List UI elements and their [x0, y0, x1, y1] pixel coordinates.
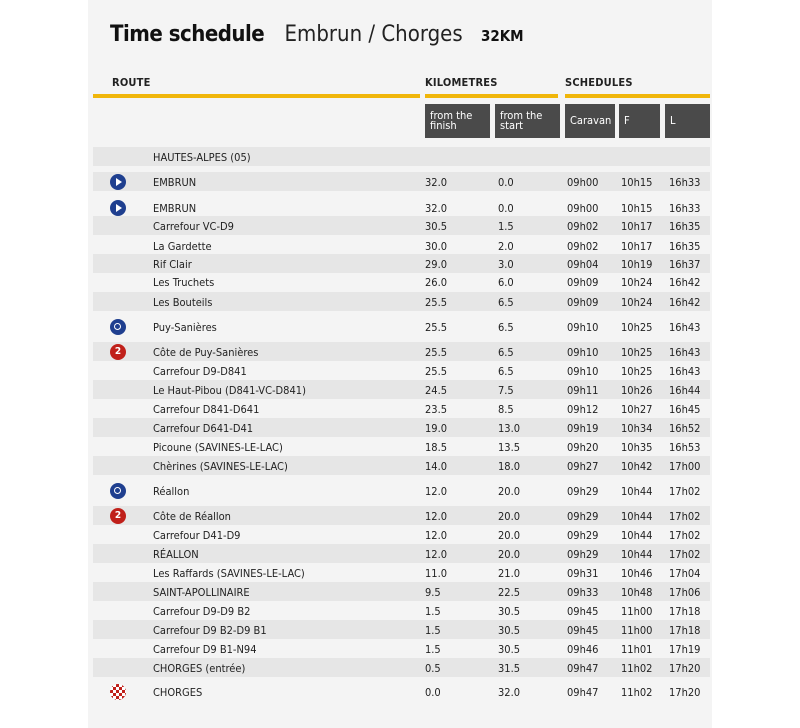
table-row: [93, 456, 710, 475]
time-f: 10h34: [621, 422, 653, 435]
location-name: CHORGES: [153, 686, 203, 699]
km-from-start: 31.5: [498, 662, 521, 675]
col-from-finish: from the finish: [425, 104, 490, 138]
time-caravan: 09h04: [567, 258, 599, 271]
time-l: 16h43: [669, 321, 701, 334]
km-from-start: 21.0: [498, 567, 521, 580]
climb-icon: 2: [110, 344, 126, 360]
table-row: [93, 380, 710, 399]
kilometres-divider: [425, 94, 558, 98]
time-caravan: 09h27: [567, 460, 599, 473]
km-from-start: 20.0: [498, 510, 521, 523]
table-row: [93, 544, 710, 563]
km-from-finish: 30.0: [425, 240, 448, 253]
title-label: Time schedule: [110, 22, 265, 47]
location-name: Chèrines (SAVINES-LE-LAC): [153, 460, 288, 473]
location-name: RÉALLON: [153, 548, 199, 561]
location-name: Picoune (SAVINES-LE-LAC): [153, 441, 283, 454]
time-f: 10h27: [621, 403, 653, 416]
schedules-divider: [565, 94, 710, 98]
time-f: 10h44: [621, 485, 653, 498]
col-l: L: [665, 104, 710, 138]
location-name: Carrefour D841-D641: [153, 403, 260, 416]
table-row: [93, 272, 710, 291]
route-header: ROUTE: [112, 76, 151, 89]
time-f: 10h48: [621, 586, 653, 599]
time-l: 16h43: [669, 365, 701, 378]
time-l: 16h43: [669, 346, 701, 359]
time-caravan: 09h00: [567, 176, 599, 189]
time-caravan: 09h09: [567, 276, 599, 289]
km-from-start: 22.5: [498, 586, 521, 599]
km-from-finish: 12.0: [425, 485, 448, 498]
time-caravan: 09h47: [567, 686, 599, 699]
time-caravan: 09h12: [567, 403, 599, 416]
table-row: [93, 254, 710, 273]
km-from-finish: 19.0: [425, 422, 448, 435]
location-name: Carrefour D9-D841: [153, 365, 247, 378]
col-f: F: [619, 104, 660, 138]
km-from-start: 2.0: [498, 240, 514, 253]
time-caravan: 09h29: [567, 529, 599, 542]
time-l: 17h02: [669, 510, 701, 523]
time-caravan: 09h10: [567, 346, 599, 359]
table-row: [93, 682, 710, 701]
time-f: 10h46: [621, 567, 653, 580]
col-from-start: from the start: [495, 104, 560, 138]
time-l: 16h42: [669, 276, 701, 289]
route-divider: [93, 94, 420, 98]
km-from-start: 30.5: [498, 605, 521, 618]
time-l: 16h45: [669, 403, 701, 416]
km-from-start: 18.0: [498, 460, 521, 473]
time-f: 10h44: [621, 510, 653, 523]
location-name: CHORGES (entrée): [153, 662, 246, 675]
km-from-start: 6.5: [498, 365, 514, 378]
time-caravan: 09h09: [567, 296, 599, 309]
table-row: [93, 601, 710, 620]
location-name: Carrefour D9 B1-N94: [153, 643, 257, 656]
km-from-start: 13.0: [498, 422, 521, 435]
table-row: [93, 317, 710, 336]
km-from-finish: 18.5: [425, 441, 448, 454]
time-f: 10h24: [621, 296, 653, 309]
km-from-finish: 12.0: [425, 548, 448, 561]
km-from-finish: 23.5: [425, 403, 448, 416]
km-from-start: 6.0: [498, 276, 514, 289]
km-from-finish: 26.0: [425, 276, 448, 289]
location-name: Côte de Puy-Sanières: [153, 346, 259, 359]
time-l: 17h20: [669, 686, 701, 699]
time-l: 17h18: [669, 624, 701, 637]
table-row: [93, 437, 710, 456]
time-l: 17h02: [669, 529, 701, 542]
km-from-finish: 24.5: [425, 384, 448, 397]
location-name: Les Raffards (SAVINES-LE-LAC): [153, 567, 305, 580]
table-row: [93, 582, 710, 601]
time-caravan: 09h29: [567, 548, 599, 561]
location-name: EMBRUN: [153, 202, 197, 215]
location-name: EMBRUN: [153, 176, 197, 189]
km-from-finish: 30.5: [425, 220, 448, 233]
km-from-finish: 1.5: [425, 624, 441, 637]
km-from-start: 30.5: [498, 624, 521, 637]
km-from-finish: 29.0: [425, 258, 448, 271]
table-row: [93, 563, 710, 582]
time-f: 10h25: [621, 321, 653, 334]
time-f: 11h00: [621, 605, 653, 618]
location-name: Carrefour D641-D41: [153, 422, 254, 435]
time-caravan: 09h02: [567, 240, 599, 253]
time-f: 10h35: [621, 441, 653, 454]
table-row: [93, 198, 710, 217]
table-row: [93, 506, 710, 525]
time-f: 10h15: [621, 176, 653, 189]
time-caravan: 09h11: [567, 384, 599, 397]
time-f: 10h44: [621, 529, 653, 542]
time-l: 17h19: [669, 643, 701, 656]
km-from-finish: 0.0: [425, 686, 441, 699]
table-row: [93, 418, 710, 437]
time-f: 10h17: [621, 220, 653, 233]
time-l: 16h53: [669, 441, 701, 454]
table-row: [93, 639, 710, 658]
km-from-start: 6.5: [498, 296, 514, 309]
stage-name: Embrun / Chorges: [284, 22, 463, 47]
time-l: 16h35: [669, 220, 701, 233]
schedules-header: SCHEDULES: [565, 76, 633, 89]
km-from-finish: 32.0: [425, 176, 448, 189]
km-from-finish: 25.5: [425, 346, 448, 359]
time-l: 16h52: [669, 422, 701, 435]
km-from-finish: 25.5: [425, 296, 448, 309]
table-row: [93, 172, 710, 191]
km-from-start: 7.5: [498, 384, 514, 397]
location-name: Les Truchets: [153, 276, 215, 289]
time-f: 10h44: [621, 548, 653, 561]
km-from-finish: 11.0: [425, 567, 448, 580]
km-from-finish: 25.5: [425, 321, 448, 334]
km-from-finish: 32.0: [425, 202, 448, 215]
km-from-start: 3.0: [498, 258, 514, 271]
km-from-finish: 1.5: [425, 643, 441, 656]
table-row: [93, 481, 710, 500]
start-icon: [110, 200, 126, 216]
location-name: SAINT-APOLLINAIRE: [153, 586, 250, 599]
time-l: 16h44: [669, 384, 701, 397]
table-row: [93, 236, 710, 255]
time-caravan: 09h10: [567, 365, 599, 378]
table-row: [93, 216, 710, 235]
time-f: 11h02: [621, 686, 653, 699]
time-caravan: 09h47: [567, 662, 599, 675]
time-caravan: 09h45: [567, 605, 599, 618]
time-l: 16h33: [669, 176, 701, 189]
region-label: HAUTES-ALPES (05): [153, 151, 251, 164]
km-from-finish: 12.0: [425, 529, 448, 542]
climb-icon: 2: [110, 508, 126, 524]
location-name: Réallon: [153, 485, 190, 498]
km-from-start: 8.5: [498, 403, 514, 416]
location-name: La Gardette: [153, 240, 212, 253]
location-name: Puy-Sanières: [153, 321, 217, 334]
location-name: Le Haut-Pibou (D841-VC-D841): [153, 384, 306, 397]
km-from-finish: 14.0: [425, 460, 448, 473]
sprint-icon: [110, 483, 126, 499]
km-from-start: 20.0: [498, 548, 521, 561]
region-row: [93, 147, 710, 166]
time-l: 17h02: [669, 485, 701, 498]
time-f: 10h17: [621, 240, 653, 253]
time-l: 16h42: [669, 296, 701, 309]
km-from-start: 32.0: [498, 686, 521, 699]
location-name: Carrefour D9-D9 B2: [153, 605, 251, 618]
table-row: [93, 620, 710, 639]
time-f: 10h25: [621, 365, 653, 378]
time-caravan: 09h19: [567, 422, 599, 435]
time-caravan: 09h29: [567, 510, 599, 523]
time-l: 17h02: [669, 548, 701, 561]
location-name: Les Bouteils: [153, 296, 213, 309]
time-caravan: 09h00: [567, 202, 599, 215]
col-caravan: Caravan: [565, 104, 615, 138]
km-from-finish: 0.5: [425, 662, 441, 675]
location-name: Carrefour VC-D9: [153, 220, 234, 233]
table-row: [93, 399, 710, 418]
km-from-start: 1.5: [498, 220, 514, 233]
time-caravan: 09h33: [567, 586, 599, 599]
time-l: 16h33: [669, 202, 701, 215]
km-from-finish: 12.0: [425, 510, 448, 523]
table-row: [93, 658, 710, 677]
time-l: 17h04: [669, 567, 701, 580]
km-from-start: 6.5: [498, 321, 514, 334]
km-from-start: 0.0: [498, 202, 514, 215]
page-title: [110, 22, 524, 47]
km-from-finish: 25.5: [425, 365, 448, 378]
time-f: 10h15: [621, 202, 653, 215]
table-row: [93, 342, 710, 361]
time-f: 10h19: [621, 258, 653, 271]
sprint-icon: [110, 319, 126, 335]
time-l: 17h06: [669, 586, 701, 599]
finish-icon: [110, 684, 126, 700]
km-from-start: 0.0: [498, 176, 514, 189]
location-name: Carrefour D9 B2-D9 B1: [153, 624, 267, 637]
time-l: 17h18: [669, 605, 701, 618]
km-from-start: 6.5: [498, 346, 514, 359]
start-icon: [110, 174, 126, 190]
km-from-finish: 1.5: [425, 605, 441, 618]
km-from-start: 13.5: [498, 441, 521, 454]
time-l: 17h00: [669, 460, 701, 473]
time-caravan: 09h31: [567, 567, 599, 580]
time-caravan: 09h10: [567, 321, 599, 334]
km-from-start: 30.5: [498, 643, 521, 656]
time-f: 11h01: [621, 643, 653, 656]
time-caravan: 09h02: [567, 220, 599, 233]
time-caravan: 09h46: [567, 643, 599, 656]
table-row: [93, 525, 710, 544]
stage-distance: 32KM: [480, 27, 524, 45]
time-f: 10h26: [621, 384, 653, 397]
time-f: 10h42: [621, 460, 653, 473]
location-name: Rif Clair: [153, 258, 192, 271]
time-f: 10h25: [621, 346, 653, 359]
time-l: 17h20: [669, 662, 701, 675]
time-l: 16h35: [669, 240, 701, 253]
time-f: 11h02: [621, 662, 653, 675]
km-from-start: 20.0: [498, 529, 521, 542]
km-from-start: 20.0: [498, 485, 521, 498]
kilometres-header: KILOMETRES: [425, 76, 498, 89]
km-from-finish: 9.5: [425, 586, 441, 599]
location-name: Carrefour D41-D9: [153, 529, 241, 542]
time-f: 10h24: [621, 276, 653, 289]
time-caravan: 09h29: [567, 485, 599, 498]
time-l: 16h37: [669, 258, 701, 271]
time-caravan: 09h20: [567, 441, 599, 454]
time-caravan: 09h45: [567, 624, 599, 637]
table-row: [93, 361, 710, 380]
table-row: [93, 292, 710, 311]
time-f: 11h00: [621, 624, 653, 637]
location-name: Côte de Réallon: [153, 510, 231, 523]
